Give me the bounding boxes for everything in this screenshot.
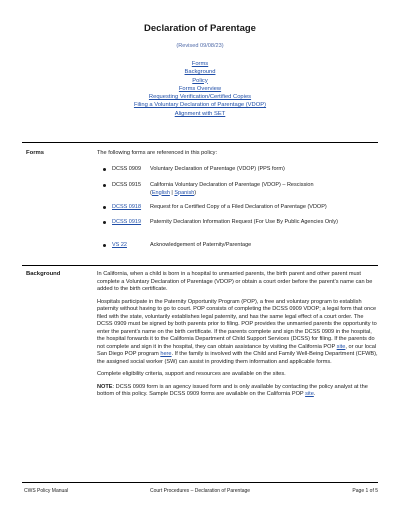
footer-page-number: Page 1 of 5 — [352, 488, 378, 494]
toc-link-filing-vdop[interactable]: Filing a Voluntary Declaration of Parentage (VDOP) — [133, 102, 267, 109]
form-description: Request for a Certified Copy of a Filed Declaration of Parentage (VDOP) — [150, 204, 327, 210]
bullet-icon — [103, 206, 106, 209]
pop-text: . If the family is involved with the Child and Family Well-Being Department (CFWB), the assigned social worker (SW) can assist in providing them information and applicable forms. — [97, 351, 378, 365]
toc-link-policy[interactable]: Policy — [192, 77, 208, 84]
table-of-contents — [0, 60, 400, 118]
pop-text: Hospitals participate in the Paternity Opportunity Program (POP), a free and voluntary program to establish paternity without having to go to court. POP consists of completing the DCSS 0909 VDOP; a legal form that once filed with the state, voluntarily establishes legal paternity, and has the same legal effect of a court order. The DCSS 0909 must be signed by both parents prior to filing. POP provides the unmarried parents the opportunity to enter the parent’s name on the birth certificate. If the parents complete and sign the DCSS 0909 in the hospital, the hospital forwards it to the California Department of Child Support Services (DCSS) for filing. If the parents do not complete and sign it in the hospital, they can obtain assistance by visiting the California POP — [97, 298, 377, 350]
pop-text: , or our local San Diego POP program — [97, 343, 377, 357]
background-paragraph: Complete eligibility criteria, support and resources are available on the sites. — [97, 371, 286, 377]
form-code: DCSS 0909 — [112, 166, 142, 172]
toc-link-forms[interactable]: Forms — [191, 61, 209, 67]
english-form-link[interactable]: English — [151, 189, 170, 196]
form-description: Paternity Declaration Information Request (For Use By Public Agencies Only) — [150, 219, 338, 225]
spanish-form-link[interactable]: Spanish — [174, 189, 195, 196]
section-divider — [22, 265, 378, 266]
link-separator: | — [169, 189, 175, 196]
section-divider — [22, 142, 378, 143]
toc-link-background[interactable]: Background — [184, 69, 216, 76]
note-paragraph — [97, 384, 379, 399]
paren-open: ( — [150, 189, 152, 196]
bullet-icon — [103, 221, 106, 224]
form-description — [150, 182, 378, 197]
form-code: DCSS 0915 — [112, 182, 142, 188]
pop-site-link[interactable]: site — [305, 391, 314, 397]
bullet-icon — [103, 184, 106, 187]
form-code-link[interactable]: VS 22 — [112, 242, 127, 248]
bullet-icon — [103, 244, 106, 247]
background-paragraph — [97, 299, 379, 367]
footer-section-title: Court Procedures – Declaration of Parentage — [150, 488, 251, 494]
forms-section-label: Forms — [26, 150, 45, 156]
pop-site-link[interactable]: site — [336, 343, 346, 350]
background-content — [97, 271, 379, 399]
toc-link-forms-overview[interactable]: Forms Overview — [178, 85, 222, 92]
local-pop-link[interactable]: here — [160, 351, 172, 357]
background-paragraph: In California, when a child is born in a hospital to unmarried parents, the birth parent and other parent must complete a Voluntary Declaration of Parentage (VDOP) or obtain a court order before the parent’s name can be added to the birth certificate. — [97, 271, 373, 292]
toc-link-alignment-set[interactable]: Alignment with SET — [174, 110, 226, 117]
footer-manual-name: CWS Policy Manual — [24, 488, 69, 494]
form-description: Voluntary Declaration of Parentage (VDOP) (PPS form) — [150, 166, 285, 172]
bullet-icon — [103, 168, 106, 171]
revised-date: (Revised 09/08/23) — [176, 43, 224, 49]
background-section-label: Background — [26, 271, 61, 277]
note-end: . — [313, 391, 316, 397]
note-text: : DCSS 0909 form is an agency issued form and is only available by contacting the policy analyst at the bottom of this policy. Sample DCSS 0909 forms are available on the California POP — [97, 383, 368, 397]
form-code-link[interactable]: DCSS 0919 — [112, 219, 142, 225]
forms-intro: The following forms are referenced in this policy: — [97, 150, 218, 156]
form-code-link[interactable]: DCSS 0918 — [112, 204, 142, 210]
form-description: Acknowledgement of Paternity/Parentage — [150, 242, 252, 248]
toc-link-requesting-verification[interactable]: Requesting Verification/Certified Copies — [148, 94, 252, 101]
paren-close: ) — [194, 189, 197, 196]
form-description-text: California Voluntary Declaration of Parentage (VDOP) – Rescission — [150, 182, 314, 188]
page-title: Declaration of Parentage — [144, 23, 256, 34]
footer-divider — [22, 482, 378, 483]
note-label: NOTE — [97, 383, 113, 390]
